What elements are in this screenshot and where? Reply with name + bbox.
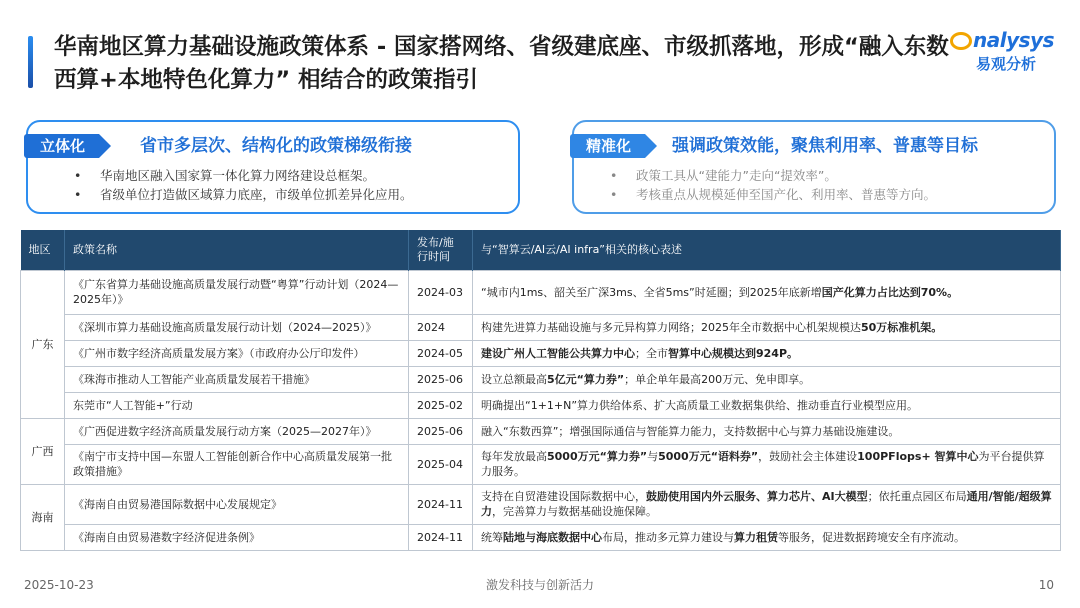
core-statement-cell — [473, 444, 1061, 484]
table-row — [21, 524, 1061, 550]
policy-table — [20, 230, 1061, 551]
table-row — [21, 444, 1061, 484]
left-box-tag: 立体化 — [24, 134, 99, 158]
statement-text: 为平台提供算力服务。 — [481, 450, 1045, 478]
date-cell: 2024-11 — [409, 524, 473, 550]
header-policy-name: 政策名称 — [65, 230, 409, 270]
statement-text: 统筹 — [481, 530, 503, 544]
statement-highlight: 50万标准机架。 — [861, 320, 943, 334]
title-accent-bar — [28, 36, 33, 88]
right-summary-box — [572, 120, 1056, 214]
policy-name-cell: 《广州市数字经济高质量发展方案》（市政府办公厅印发件） — [65, 340, 409, 366]
statement-text: 每年发放最高 — [481, 450, 547, 463]
header-region: 地区 — [21, 230, 65, 270]
date-cell: 2025-06 — [409, 418, 473, 444]
table-row — [21, 366, 1061, 392]
statement-highlight: 鼓励使用国内外云服务、算力芯片、AI大模型 — [646, 490, 868, 503]
region-cell: 海南 — [21, 484, 65, 550]
policy-name-cell: 东莞市“人工智能+”行动 — [65, 392, 409, 418]
list-item: • 省级单位打造做区域算力底座，市级单位抓差异化应用。 — [74, 185, 413, 204]
statement-highlight: 5000万元“语料券” — [658, 450, 759, 463]
logo-sub: 易观分析 — [976, 55, 1037, 73]
page-title: 华南地区算力基础设施政策体系 - 国家搭网络、省级建底座、市级抓落地，形成“融入东数西算+本地特色化算力” 相结合的政策指引 — [54, 34, 949, 93]
statement-text: 等服务，促进数据跨境安全有序流动。 — [778, 530, 965, 544]
table-row — [21, 484, 1061, 524]
statement-highlight: 智算中心规模达到924P。 — [668, 346, 799, 360]
table-row — [21, 340, 1061, 366]
statement-text: ；依托重点园区布局 — [867, 490, 967, 503]
list-item: • 华南地区融入国家算一体化算力网络建设总框架。 — [74, 166, 413, 185]
core-statement-cell — [473, 340, 1061, 366]
statement-highlight: 通用/智能/超级算力 — [481, 490, 1052, 518]
policy-name-cell: 《南宁市支持中国—东盟人工智能创新合作中心高质量发展第一批政策措施》 — [65, 444, 409, 484]
right-box-heading: 强调政策效能，聚焦利用率、普惠等目标 — [672, 136, 978, 156]
list-item: • 考核重点从规模延伸至国产化、利用率、普惠等方向。 — [610, 185, 936, 204]
policy-name-cell: 《广东省算力基础设施高质量发展行动暨“粤算”行动计划（2024—2025年）》 — [65, 270, 409, 314]
policy-name-cell: 《珠海市推动人工智能产业高质量发展若干措施》 — [65, 366, 409, 392]
statement-highlight: 陆地与海底数据中心 — [503, 530, 602, 544]
statement-highlight: 建设广州人工智能公共算力中心 — [481, 346, 635, 360]
date-cell: 2024-05 — [409, 340, 473, 366]
statement-highlight: 算力租赁 — [734, 530, 778, 544]
logo-brand — [950, 28, 1062, 52]
region-cell: 广东 — [21, 270, 65, 418]
table-row — [21, 314, 1061, 340]
footer-date: 2025-10-23 — [24, 578, 94, 592]
left-box-heading: 省市多层次、结构化的政策梯级衔接 — [140, 136, 412, 156]
table-row — [21, 418, 1061, 444]
date-cell: 2024 — [409, 314, 473, 340]
table-row — [21, 270, 1061, 314]
statement-highlight: 5亿元“算力券” — [547, 372, 625, 386]
policy-name-cell: 《广西促进数字经济高质量发展行动方案（2025—2027年）》 — [65, 418, 409, 444]
header-core-statement: 与“智算云/AI云/AI infra”相关的核心表述 — [473, 230, 1061, 270]
statement-text: “城市内1ms、韶关至广深3ms、全省5ms”时延圈；到2025年底新增 — [481, 285, 822, 299]
core-statement-cell: 明确提出“1+1+N”算力供给体系、扩大高质量工业数据集供给、推动垂直行业模型应用。 — [473, 392, 1061, 418]
date-cell: 2024-03 — [409, 270, 473, 314]
core-statement-cell — [473, 270, 1061, 314]
core-statement-cell — [473, 366, 1061, 392]
statement-text: ；全市 — [635, 346, 668, 360]
core-statement-cell — [473, 524, 1061, 550]
statement-highlight: 5000万元“算力券” — [547, 450, 648, 463]
list-item: • 政策工具从“建能力”走向“提效率”。 — [610, 166, 936, 185]
right-box-tag: 精准化 — [570, 134, 645, 158]
core-statement-cell — [473, 484, 1061, 524]
statement-highlight: 国产化算力占比达到70%。 — [821, 285, 959, 299]
date-cell: 2025-04 — [409, 444, 473, 484]
statement-text: 构建先进算力基础设施与多元异构算力网络；2025年全市数据中心机架规模达 — [481, 320, 861, 334]
logo-brand-text: nalysys — [973, 28, 1054, 52]
right-box-bullets — [610, 166, 936, 204]
table-header-row — [21, 230, 1061, 270]
policy-name-cell: 《海南自由贸易港数字经济促进条例》 — [65, 524, 409, 550]
policy-name-cell: 《海南自由贸易港国际数据中心发展规定》 — [65, 484, 409, 524]
statement-text: 设立总额最高 — [481, 372, 547, 386]
core-statement-cell — [473, 314, 1061, 340]
core-statement-cell: 融入“东数西算”；增强国际通信与智能算力能力，支持数据中心与算力基础设施建设。 — [473, 418, 1061, 444]
statement-text: ，鼓励社会主体建设 — [758, 450, 858, 463]
left-summary-box — [26, 120, 520, 214]
logo-ring-icon — [950, 32, 972, 50]
header-date: 发布/施行时间 — [409, 230, 473, 270]
date-cell: 2025-06 — [409, 366, 473, 392]
analysys-logo — [950, 28, 1062, 80]
region-cell: 广西 — [21, 418, 65, 484]
date-cell: 2025-02 — [409, 392, 473, 418]
left-box-bullets — [74, 166, 413, 204]
statement-highlight: 100PFlops+ 智算中心 — [857, 450, 979, 463]
statement-text: ；单企单年最高200万元、免申即享。 — [624, 372, 811, 386]
table-row — [21, 392, 1061, 418]
statement-text: 与 — [647, 450, 659, 463]
statement-text: 布局，推动多元算力建设与 — [602, 530, 734, 544]
date-cell: 2024-11 — [409, 484, 473, 524]
statement-text: ，完善算力与数据基础设施保障。 — [492, 505, 657, 518]
footer-slogan: 激发科技与创新活力 — [485, 578, 594, 592]
statement-text: 支持在自贸港建设国际数据中心， — [481, 490, 646, 503]
page-number: 10 — [1038, 578, 1054, 592]
policy-name-cell: 《深圳市算力基础设施高质量发展行动计划（2024—2025）》 — [65, 314, 409, 340]
